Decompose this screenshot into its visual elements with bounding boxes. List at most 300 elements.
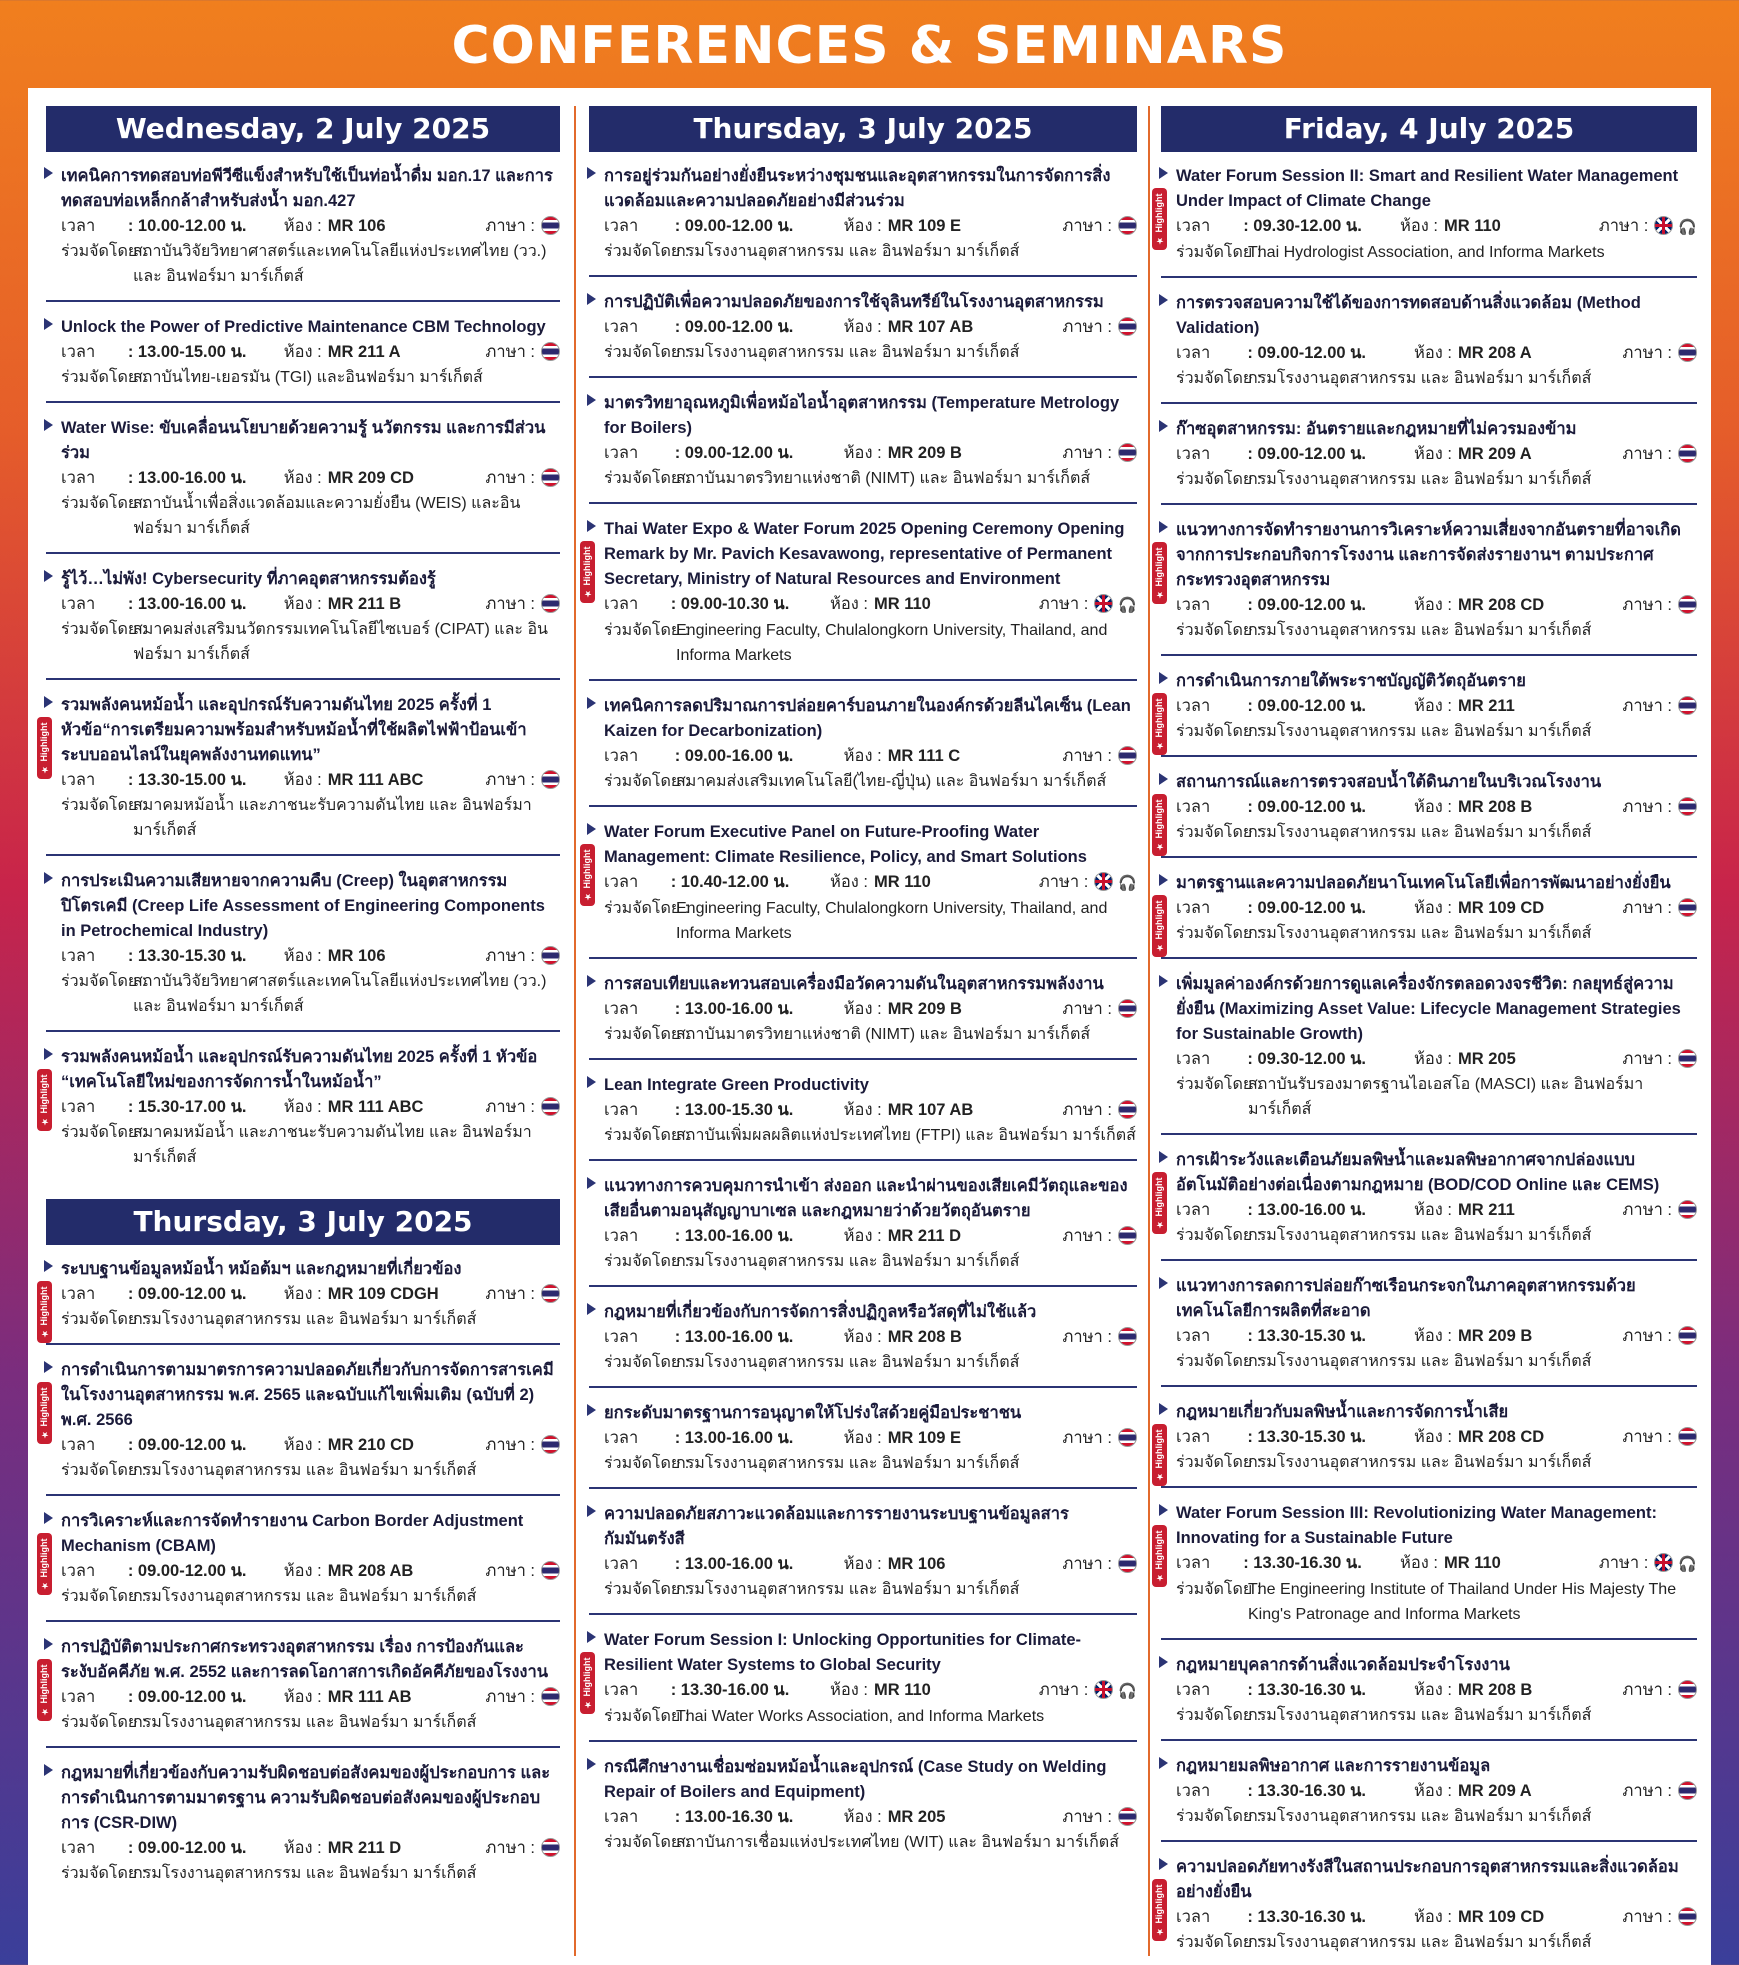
organizer-row: [597, 466, 1137, 491]
event-item: [46, 414, 560, 554]
room-label: ห้อง :: [843, 1000, 882, 1018]
organizer-value: กรมโรงงานอุตสาหกรรม และ อินฟอร์มา มาร์เก็ตส์: [133, 1865, 477, 1882]
bullet-triangle-icon: [1159, 1656, 1168, 1668]
thai-flag-icon: [1678, 797, 1697, 816]
language-label: ภาษา :: [485, 217, 535, 235]
event-item: [589, 1172, 1137, 1287]
organizer-label: ร่วมจัดโดย :: [1176, 1934, 1262, 1951]
time-label: เวลา: [1176, 217, 1211, 235]
highlight-badge: ★ Highlight: [37, 1533, 52, 1595]
thai-flag-icon: [1118, 746, 1137, 765]
organizer-value: สมาคมส่งเสริมนวัตกรรมเทคโนโลยีไซเบอร์ (CIPAT) และ อินฟอร์มา มาร์เก็ตส์: [133, 621, 548, 663]
event-details: [54, 592, 560, 617]
event-title: การดำเนินการภายใต้พระราชบัญญัติวัตถุอันตราย: [1176, 672, 1526, 690]
time-label: เวลา: [1176, 1201, 1211, 1219]
organizer-value: กรมโรงงานอุตสาหกรรม และ อินฟอร์มา มาร์เก็ตส์: [133, 1311, 477, 1328]
organizer-label: ร่วมจัดโดย :: [604, 1026, 690, 1043]
organizer-value: Engineering Faculty, Chulalongkorn University, Thailand, and Informa Markets: [676, 622, 1108, 664]
time-label: เวลา: [604, 747, 639, 765]
organizer-row: [597, 1249, 1137, 1274]
thai-flag-icon: [1118, 1554, 1137, 1573]
event-title: การอยู่ร่วมกันอย่างยั่งยืนระหว่างชุมชนและอุตสาหกรรมในการจัดการสิ่งแวดล้อมและความปลอดภัยอย่างมีส่วนร่วม: [604, 167, 1111, 210]
event-time: : 13.00-15.00 น.: [127, 343, 247, 361]
event-details: [597, 1224, 1137, 1249]
organizer-label: ร่วมจัดโดย :: [1176, 244, 1262, 261]
event-room: MR 209 CD: [327, 469, 414, 487]
organizer-row: [54, 969, 560, 1019]
language-label: ภาษา :: [1622, 1327, 1672, 1345]
event-item: [589, 1753, 1137, 1866]
language-label: ภาษา :: [1622, 1782, 1672, 1800]
highlight-badge: ★ Highlight: [1152, 693, 1167, 755]
language-group: [1623, 896, 1697, 921]
organizer-label: ร่วมจัดโดย :: [61, 1588, 147, 1605]
event-time: : 13.30-15.30 น.: [1247, 1428, 1366, 1446]
event-title: สถานการณ์และการตรวจสอบน้ำใต้ดินภายในบริเวณโรงงาน: [1176, 773, 1602, 791]
highlight-badge: ★ Highlight: [580, 541, 595, 603]
event-time: : 09.00-12.00 น.: [1247, 798, 1366, 816]
organizer-value: กรมโรงงานอุตสาหกรรม และ อินฟอร์มา มาร์เก็ตส์: [676, 1581, 1020, 1598]
event-time: : 13.30-15.00 น.: [127, 771, 247, 789]
column-divider: [1148, 106, 1150, 1956]
time-label: เวลา: [604, 1555, 639, 1573]
organizer-row: [597, 1704, 1137, 1729]
organizer-row: [597, 1451, 1137, 1476]
thai-flag-icon: [1678, 1781, 1697, 1800]
event-title: Water Forum Session III: Revolutionizing Water Management: Innovating for a Sustainable Future: [1176, 1504, 1657, 1547]
language-label: ภาษา :: [1038, 595, 1089, 613]
event-title: กฎหมายบุคลากรด้านสิ่งแวดล้อมประจำโรงงาน: [1176, 1656, 1510, 1674]
column-wednesday: [39, 106, 560, 1908]
event-room: MR 209 B: [1457, 1327, 1533, 1345]
language-label: ภาษา :: [1062, 318, 1112, 336]
organizer-row: [54, 365, 560, 390]
event-room: MR 208 B: [887, 1328, 962, 1346]
time-label: เวลา: [604, 1808, 639, 1826]
room-label: ห้อง :: [843, 444, 882, 462]
bullet-triangle-icon: [587, 1505, 596, 1517]
language-group: [1063, 1224, 1137, 1249]
organizer-value: กรมโรงงานอุตสาหกรรม และ อินฟอร์มา มาร์เก็ตส์: [1248, 1353, 1592, 1370]
event-room: MR 211: [1457, 1201, 1515, 1219]
bullet-triangle-icon: [587, 293, 596, 305]
headphones-icon: 🎧: [1118, 875, 1137, 892]
headphones-icon: 🎧: [1678, 1556, 1697, 1573]
event-title: แนวทางการจัดทำรายงานการวิเคราะห์ความเสี่ยงจากอันตรายที่อาจเกิดจากการประกอบกิจการโรงงาน และการจัดส่งรายงานฯ ตามประกาศกระทรวงอุตสาหกรรม: [1176, 521, 1681, 589]
time-label: เวลา: [604, 1681, 639, 1699]
organizer-row: [54, 1307, 560, 1332]
event-item: [589, 288, 1137, 378]
time-label: เวลา: [1176, 1554, 1211, 1572]
room-label: ห้อง :: [283, 771, 322, 789]
room-label: ห้อง :: [1413, 1908, 1452, 1926]
organizer-label: ร่วมจัดโดย :: [604, 1253, 690, 1270]
language-group: [486, 1095, 560, 1120]
highlight-badge: ★ Highlight: [37, 1382, 52, 1444]
event-title: กรณีศึกษางานเชื่อมซ่อมหม้อน้ำและอุปกรณ์ (Case Study on Welding Repair of Boilers and Equipment): [604, 1758, 1107, 1801]
organizer-value: Thai Water Works Association, and Informa Markets: [676, 1708, 1045, 1725]
event-time: : 09.00-12.00 น.: [674, 444, 794, 462]
event-room: MR 208 B: [1457, 1681, 1533, 1699]
event-title: Water Wise: ขับเคลื่อนนโยบายด้วยความรู้ นวัตกรรม และการมีส่วนร่วม: [61, 419, 546, 462]
event-time: : 09.00-12.00 น.: [127, 1688, 247, 1706]
bullet-triangle-icon: [587, 394, 596, 406]
bullet-triangle-icon: [1159, 874, 1168, 886]
event-title: ความปลอดภัยสภาวะแวดล้อมและการรายงานระบบฐานข้อมูลสารกัมมันตรังสี: [604, 1505, 1069, 1548]
language-label: ภาษา :: [1062, 1429, 1112, 1447]
language-label: ภาษา :: [1062, 1328, 1112, 1346]
language-label: ภาษา :: [485, 1098, 535, 1116]
organizer-row: [1169, 719, 1697, 744]
thai-flag-icon: [541, 1097, 560, 1116]
organizer-value: กรมโรงงานอุตสาหกรรม และ อินฟอร์มา มาร์เก็ตส์: [1248, 824, 1592, 841]
room-label: ห้อง :: [1413, 798, 1452, 816]
event-room: MR 210 CD: [327, 1436, 414, 1454]
event-time: : 09.00-12.00 น.: [1247, 899, 1366, 917]
uk-flag-icon: [1094, 1680, 1113, 1699]
bullet-triangle-icon: [44, 1512, 53, 1524]
event-time: : 13.30-16.30 น.: [1243, 1554, 1362, 1572]
thai-flag-icon: [1118, 1226, 1137, 1245]
room-label: ห้อง :: [1399, 217, 1438, 235]
event-time: : 09.00-12.00 น.: [127, 1562, 247, 1580]
time-label: เวลา: [1176, 1428, 1211, 1446]
time-label: เวลา: [1176, 344, 1211, 362]
organizer-value: กรมโรงงานอุตสาหกรรม และ อินฟอร์มา มาร์เก็ตส์: [1248, 471, 1592, 488]
language-label: ภาษา :: [1062, 1227, 1112, 1245]
event-details: [1169, 1779, 1697, 1804]
language-group: [1063, 1426, 1137, 1451]
highlight-badge: ★ Highlight: [1152, 188, 1167, 250]
bullet-triangle-icon: [1159, 1277, 1168, 1289]
room-label: ห้อง :: [1413, 596, 1452, 614]
organizer-row: [1169, 366, 1697, 391]
language-group: [1063, 1325, 1137, 1350]
organizer-row: [1169, 467, 1697, 492]
event-item: [1154, 162, 1697, 278]
organizer-label: ร่วมจัดโดย :: [61, 1714, 147, 1731]
room-label: ห้อง :: [283, 1285, 322, 1303]
event-time: : 09.00-12.00 น.: [674, 217, 794, 235]
event-time: : 13.00-16.00 น.: [1247, 1201, 1366, 1219]
event-time: : 09.00-12.00 น.: [1247, 445, 1366, 463]
event-room: MR 107 AB: [887, 1101, 974, 1119]
organizer-label: ร่วมจัดโดย :: [61, 243, 147, 260]
language-group: [1039, 870, 1137, 896]
event-item: [1154, 516, 1697, 656]
event-title: การสอบเทียบและทวนสอบเครื่องมือวัดความดันในอุตสาหกรรมพลังงาน: [604, 975, 1104, 993]
event-details: [597, 1805, 1137, 1830]
headphones-icon: 🎧: [1118, 1683, 1137, 1700]
organizer-value: Thai Hydrologist Association, and Informa Markets: [1248, 244, 1605, 261]
bullet-triangle-icon: [1159, 672, 1168, 684]
event-room: MR 106: [887, 1555, 946, 1573]
event-title: Unlock the Power of Predictive Maintenance CBM Technology: [61, 318, 546, 336]
event-room: MR 106: [327, 947, 386, 965]
language-label: ภาษา :: [485, 1839, 535, 1857]
language-label: ภาษา :: [1622, 1428, 1672, 1446]
time-label: เวลา: [61, 217, 96, 235]
thai-flag-icon: [1678, 1326, 1697, 1345]
room-label: ห้อง :: [1413, 344, 1452, 362]
event-room: MR 109 CDGH: [327, 1285, 439, 1303]
event-item: [1161, 1651, 1697, 1741]
language-label: ภาษา :: [485, 947, 535, 965]
event-item: [589, 1399, 1137, 1489]
highlight-badge: ★ Highlight: [1152, 794, 1167, 856]
time-label: เวลา: [61, 1285, 96, 1303]
language-group: [486, 768, 560, 793]
language-group: [486, 944, 560, 969]
thai-flag-icon: [1678, 343, 1697, 362]
column-friday: [1154, 106, 1697, 1965]
highlight-badge: ★ Highlight: [37, 1281, 52, 1343]
event-title: เทคนิคการลดปริมาณการปล่อยคาร์บอนภายในองค์กรด้วยลีนไคเซ็น (Lean Kaizen for Decarbonization): [604, 697, 1131, 740]
bullet-triangle-icon: [44, 1361, 53, 1373]
organizer-value: กรมโรงงานอุตสาหกรรม และ อินฟอร์มา มาร์เก็ตส์: [133, 1588, 477, 1605]
organizer-label: ร่วมจัดโดย :: [604, 1354, 690, 1371]
organizer-value: สมาคมหม้อน้ำ และภาชนะรับความดันไทย และ อินฟอร์มา มาร์เก็ตส์: [133, 797, 532, 839]
organizer-row: [54, 491, 560, 541]
thai-flag-icon: [1118, 216, 1137, 235]
time-label: เวลา: [1176, 445, 1211, 463]
organizer-value: สถาบันเพิ่มผลผลิตแห่งประเทศไทย (FTPI) และ อินฟอร์มา มาร์เก็ตส์: [676, 1127, 1136, 1144]
event-details: [54, 340, 560, 365]
thai-flag-icon: [1118, 443, 1137, 462]
highlight-badge: ★ Highlight: [1152, 1172, 1167, 1234]
event-time: : 09.00-12.00 น.: [127, 1285, 247, 1303]
bullet-triangle-icon: [44, 1048, 53, 1060]
room-label: ห้อง :: [843, 1328, 882, 1346]
event-room: MR 107 AB: [887, 318, 974, 336]
organizer-label: ร่วมจัดโดย :: [61, 973, 147, 990]
event-time: : 13.00-16.00 น.: [674, 1429, 794, 1447]
event-item: [589, 692, 1137, 807]
event-details: [1169, 341, 1697, 366]
language-group: [1063, 1805, 1137, 1830]
organizer-value: สมาคมหม้อน้ำ และภาชนะรับความดันไทย และ อินฟอร์มา มาร์เก็ตส์: [133, 1124, 532, 1166]
language-group: [1063, 997, 1137, 1022]
event-details: [1169, 442, 1697, 467]
language-label: ภาษา :: [1622, 697, 1672, 715]
event-details: [54, 768, 560, 793]
event-time: : 09.00-12.00 น.: [127, 1436, 247, 1454]
event-item: [589, 1298, 1137, 1388]
thai-flag-icon: [1118, 317, 1137, 336]
event-room: MR 209 A: [1457, 1782, 1532, 1800]
event-time: : 09.30-12.00 น.: [1247, 1050, 1366, 1068]
language-group: [1623, 1324, 1697, 1349]
organizer-label: ร่วมจัดโดย :: [61, 797, 147, 814]
thai-flag-icon: [541, 1284, 560, 1303]
time-label: เวลา: [604, 595, 639, 613]
event-item: [1161, 970, 1697, 1135]
thai-flag-icon: [541, 216, 560, 235]
event-room: MR 208 B: [1457, 798, 1533, 816]
event-item: [1161, 1752, 1697, 1842]
organizer-row: [597, 1577, 1137, 1602]
organizer-label: ร่วมจัดโดย :: [604, 1708, 690, 1725]
language-label: ภาษา :: [1622, 344, 1672, 362]
time-label: เวลา: [604, 1101, 639, 1119]
event-details: [597, 997, 1137, 1022]
event-room: MR 211: [1457, 697, 1515, 715]
language-group: [1623, 442, 1697, 467]
event-room: MR 109 CD: [1457, 899, 1545, 917]
room-label: ห้อง :: [1399, 1554, 1438, 1572]
language-group: [1623, 1779, 1697, 1804]
column-divider: [574, 106, 576, 1956]
room-label: ห้อง :: [1413, 1782, 1452, 1800]
uk-flag-icon: [1654, 216, 1673, 235]
time-label: เวลา: [1176, 1327, 1211, 1345]
language-group: [1623, 795, 1697, 820]
organizer-value: สถาบันน้ำเพื่อสิ่งแวดล้อมและความยั่งยืน (WEIS) และอินฟอร์มา มาร์เก็ตส์: [133, 495, 521, 537]
organizer-row: [597, 769, 1137, 794]
event-details: [597, 592, 1137, 618]
bullet-triangle-icon: [44, 1764, 53, 1776]
event-item: [589, 970, 1137, 1060]
event-title: เทคนิคการทดสอบท่อพีวีซีแข็งสำหรับใช้เป็นท่อน้ำดื่ม มอก.17 และการทดสอบท่อเหล็กกล้าสำหรับส่งน้ำ มอก.427: [61, 167, 553, 210]
event-details: [597, 1098, 1137, 1123]
organizer-label: ร่วมจัดโดย :: [1176, 370, 1262, 387]
organizer-row: [54, 1458, 560, 1483]
thai-flag-icon: [1678, 696, 1697, 715]
organizer-value: กรมโรงงานอุตสาหกรรม และ อินฟอร์มา มาร์เก็ตส์: [1248, 622, 1592, 639]
event-details: [54, 1836, 560, 1861]
organizer-label: ร่วมจัดโดย :: [1176, 1076, 1262, 1093]
organizer-label: ร่วมจัดโดย :: [61, 1462, 147, 1479]
organizer-row: [597, 1123, 1137, 1148]
thai-flag-icon: [541, 1435, 560, 1454]
event-item: [1161, 289, 1697, 404]
event-time: : 09.00-12.00 น.: [1247, 596, 1366, 614]
event-title: การตรวจสอบความใช้ได้ของการทดสอบด้านสิ่งแวดล้อม (Method Validation): [1176, 294, 1641, 337]
event-title: Lean Integrate Green Productivity: [604, 1076, 869, 1094]
event-room: MR 111 AB: [327, 1688, 412, 1706]
language-label: ภาษา :: [1038, 873, 1089, 891]
organizer-row: [597, 618, 1137, 668]
organizer-row: [597, 1022, 1137, 1047]
organizer-row: [54, 617, 560, 667]
organizer-value: กรมโรงงานอุตสาหกรรม และ อินฟอร์มา มาร์เก็ตส์: [133, 1714, 477, 1731]
event-time: : 09.00-16.00 น.: [674, 747, 794, 765]
highlight-badge: ★ Highlight: [1152, 542, 1167, 604]
event-time: : 09.30-12.00 น.: [1243, 217, 1362, 235]
event-time: : 09.00-12.00 น.: [127, 1839, 247, 1857]
day-header: Friday, 4 July 2025: [1161, 106, 1697, 152]
room-label: ห้อง :: [1413, 1327, 1452, 1345]
time-label: เวลา: [604, 1227, 639, 1245]
language-label: ภาษา :: [485, 595, 535, 613]
time-label: เวลา: [61, 595, 96, 613]
time-label: เวลา: [1176, 1050, 1211, 1068]
event-room: MR 109 E: [887, 1429, 962, 1447]
event-item: [589, 162, 1137, 277]
event-details: [54, 1559, 560, 1584]
room-label: ห้อง :: [1413, 1201, 1452, 1219]
event-room: MR 211 A: [327, 343, 401, 361]
room-label: ห้อง :: [829, 1681, 868, 1699]
organizer-label: ร่วมจัดโดย :: [604, 773, 690, 790]
bullet-triangle-icon: [44, 872, 53, 884]
room-label: ห้อง :: [843, 1227, 882, 1245]
language-label: ภาษา :: [485, 343, 535, 361]
time-label: เวลา: [61, 771, 96, 789]
event-title: กฎหมายที่เกี่ยวข้องกับความรับผิดชอบต่อสังคมของผู้ประกอบการ และการดำเนินการตามมาตรฐาน ความรับผิดชอบต่อสังคมของผู้ประกอบการ (CSR-DIW): [61, 1764, 551, 1832]
event-title: มาตรวิทยาอุณหภูมิเพื่อหม้อไอน้ำอุตสาหกรรม (Temperature Metrology for Boilers): [604, 394, 1120, 437]
bullet-triangle-icon: [587, 1177, 596, 1189]
room-label: ห้อง :: [283, 1562, 322, 1580]
event-title: กฎหมายที่เกี่ยวข้องกับการจัดการสิ่งปฏิกูลหรือวัสดุที่ไม่ใช้แล้ว: [604, 1303, 1037, 1321]
time-label: เวลา: [61, 1436, 96, 1454]
organizer-row: [54, 239, 560, 289]
language-label: ภาษา :: [1062, 747, 1112, 765]
organizer-row: [1169, 1349, 1697, 1374]
headphones-icon: 🎧: [1678, 219, 1697, 236]
time-label: เวลา: [1176, 1782, 1211, 1800]
event-item: [46, 565, 560, 680]
event-room: MR 205: [1457, 1050, 1516, 1068]
event-time: : 13.00-16.00 น.: [127, 469, 247, 487]
event-details: [1169, 795, 1697, 820]
organizer-row: [1169, 921, 1697, 946]
event-room: MR 110: [1443, 1554, 1501, 1572]
event-title: แนวทางการลดการปล่อยก๊าซเรือนกระจกในภาคอุตสาหกรรมด้วยเทคโนโลยีการผลิตที่สะอาด: [1176, 1277, 1636, 1320]
event-item: [1154, 1499, 1697, 1640]
time-label: เวลา: [604, 217, 639, 235]
language-group: [1623, 1425, 1697, 1450]
organizer-label: ร่วมจัดโดย :: [604, 622, 690, 639]
organizer-label: ร่วมจัดโดย :: [604, 1834, 690, 1851]
event-item: [582, 515, 1137, 681]
time-label: เวลา: [604, 1000, 639, 1018]
event-item: [1154, 1146, 1697, 1261]
bullet-triangle-icon: [1159, 1403, 1168, 1415]
time-label: เวลา: [61, 1562, 96, 1580]
room-label: ห้อง :: [283, 469, 322, 487]
event-time: : 09.00-12.00 น.: [674, 318, 794, 336]
organizer-label: ร่วมจัดโดย :: [604, 243, 690, 260]
bullet-triangle-icon: [587, 520, 596, 532]
event-time: : 15.30-17.00 น.: [127, 1098, 247, 1116]
event-time: : 13.00-16.30 น.: [674, 1808, 794, 1826]
event-details: [1169, 1551, 1697, 1577]
room-label: ห้อง :: [1413, 697, 1452, 715]
language-label: ภาษา :: [1062, 1101, 1112, 1119]
bullet-triangle-icon: [44, 318, 53, 330]
bullet-triangle-icon: [587, 697, 596, 709]
organizer-value: กรมโรงงานอุตสาหกรรม และ อินฟอร์มา มาร์เก็ตส์: [1248, 1808, 1592, 1825]
thai-flag-icon: [1678, 1680, 1697, 1699]
language-label: ภาษา :: [1062, 217, 1112, 235]
room-label: ห้อง :: [1413, 1428, 1452, 1446]
organizer-row: [597, 1830, 1137, 1855]
event-details: [597, 1426, 1137, 1451]
event-details: [1169, 1198, 1697, 1223]
event-room: MR 111 ABC: [327, 1098, 424, 1116]
organizer-label: ร่วมจัดโดย :: [604, 470, 690, 487]
organizer-row: [1169, 1577, 1697, 1627]
event-time: : 13.30-15.30 น.: [1247, 1327, 1366, 1345]
time-label: เวลา: [604, 873, 639, 891]
organizer-value: สถาบันการเชื่อมแห่งประเทศไทย (WIT) และ อินฟอร์มา มาร์เก็ตส์: [676, 1834, 1119, 1851]
event-item: [1161, 1272, 1697, 1387]
organizer-label: ร่วมจัดโดย :: [61, 1311, 147, 1328]
event-time: : 13.00-16.00 น.: [674, 1227, 794, 1245]
thai-flag-icon: [1118, 999, 1137, 1018]
bullet-triangle-icon: [1159, 1757, 1168, 1769]
